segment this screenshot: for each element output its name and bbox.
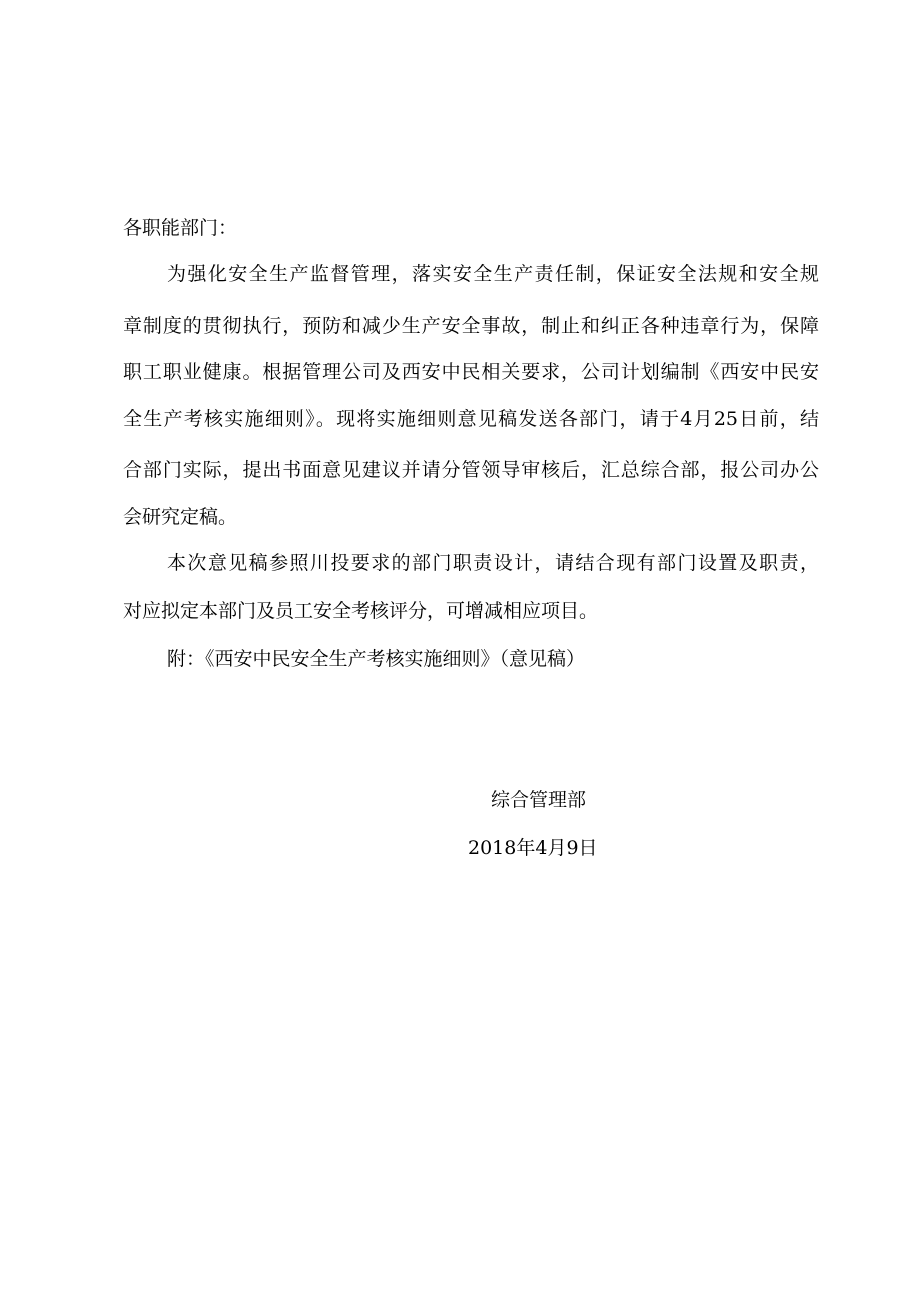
salutation: 各职能部门： xyxy=(123,217,238,239)
body-line-6: 会研究定稿。 xyxy=(123,506,238,528)
signature-department: 综合管理部 xyxy=(491,789,587,811)
body-line-8: 对应拟定本部门及员工安全考核评分，可增减相应项目。 xyxy=(123,600,599,622)
body-line-1: 为强化安全生产监督管理，落实安全生产责任制，保证安全法规和安全规 xyxy=(167,263,819,285)
body-line-7: 本次意见稿参照川投要求的部门职责设计，请结合现有部门设置及职责， xyxy=(167,552,819,574)
body-line-3: 职工职业健康。根据管理公司及西安中民相关要求，公司计划编制《西安中民安 xyxy=(123,361,819,383)
body-line-5: 合部门实际，提出书面意见建议并请分管领导审核后，汇总综合部，报公司办公 xyxy=(123,459,819,481)
body-line-4: 全生产考核实施细则》。现将实施细则意见稿发送各部门，请于4月25日前，结 xyxy=(123,408,819,430)
attachment-line: 附：《西安中民安全生产考核实施细则》（意见稿） xyxy=(167,648,586,670)
body-line-2: 章制度的贯彻执行，预防和减少生产安全事故，制止和纠正各种违章行为，保障 xyxy=(123,315,819,337)
signature-date: 2018年4月9日 xyxy=(468,837,598,859)
